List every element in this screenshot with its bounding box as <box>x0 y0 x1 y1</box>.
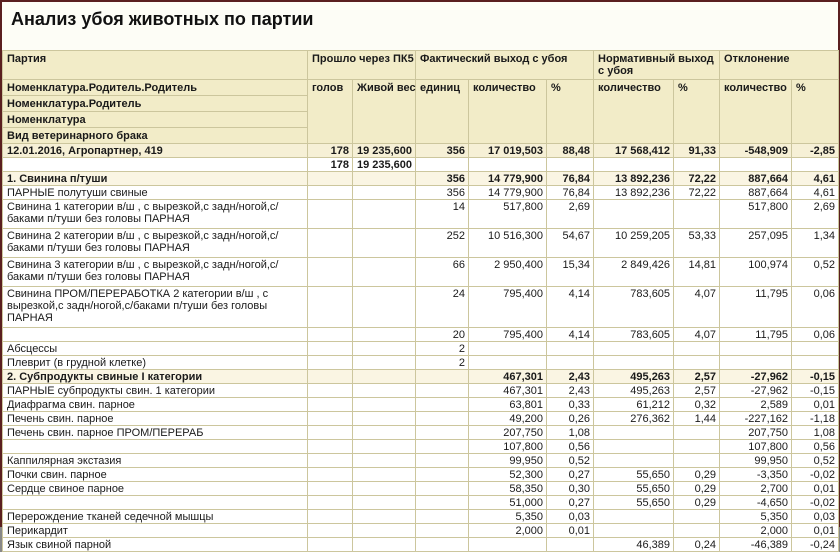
col-header-vet-brak: Вид ветеринарного брака <box>3 128 308 144</box>
cell-edinic[interactable] <box>416 398 469 412</box>
cell-zhivoy-ves[interactable] <box>353 172 416 186</box>
cell-fact-percent[interactable]: 4,14 <box>547 328 594 342</box>
cell-otkl-percent[interactable]: 0,52 <box>792 454 839 468</box>
cell-edinic[interactable] <box>416 158 469 172</box>
cell-otkl-percent[interactable]: 4,61 <box>792 172 839 186</box>
cell-otkl-percent[interactable]: 1,34 <box>792 229 839 258</box>
table-row <box>3 524 839 538</box>
cell-norm-percent[interactable]: 1,44 <box>674 412 720 426</box>
cell-otkl-percent[interactable]: 0,03 <box>792 510 839 524</box>
col-header-edinic: единиц <box>416 80 469 144</box>
cell-fact-kolichestvo[interactable]: 2,000 <box>469 524 547 538</box>
cell-otkl-percent[interactable]: -2,85 <box>792 144 839 158</box>
cell-norm-kolichestvo[interactable]: 61,212 <box>594 398 674 412</box>
table-row <box>3 482 839 496</box>
cell-edinic[interactable]: 24 <box>416 287 469 328</box>
cell-norm-kolichestvo[interactable]: 46,389 <box>594 538 674 552</box>
cell-norm-kolichestvo[interactable]: 10 259,205 <box>594 229 674 258</box>
cell-norm-percent[interactable]: 4,07 <box>674 328 720 342</box>
cell-norm-percent[interactable] <box>674 510 720 524</box>
cell-fact-kolichestvo[interactable]: 107,800 <box>469 440 547 454</box>
col-header-fact-percent: % <box>547 80 594 144</box>
cell-edinic[interactable] <box>416 510 469 524</box>
cell-edinic[interactable] <box>416 468 469 482</box>
table-row <box>3 186 839 200</box>
table-row <box>3 229 839 258</box>
cell-golov[interactable] <box>308 200 353 229</box>
cell-otkl-kolichestvo[interactable] <box>720 342 792 356</box>
row-label[interactable] <box>3 328 308 342</box>
cell-otkl-kolichestvo[interactable]: 100,974 <box>720 258 792 287</box>
cell-fact-percent[interactable] <box>547 538 594 552</box>
cell-zhivoy-ves[interactable] <box>353 524 416 538</box>
cell-fact-percent[interactable]: 0,01 <box>547 524 594 538</box>
table-row <box>3 440 839 454</box>
row-label[interactable]: Свинина 1 категории в/ш , с вырезкой,с задн/ногой,с/баками п/туши без головы ПАРНАЯ <box>3 200 308 229</box>
table-row <box>3 258 839 287</box>
cell-otkl-kolichestvo[interactable]: -548,909 <box>720 144 792 158</box>
cell-zhivoy-ves[interactable] <box>353 287 416 328</box>
col-header-norm-percent: % <box>674 80 720 144</box>
col-header-zhivoy-ves: Живой вес <box>353 80 416 144</box>
cell-fact-kolichestvo[interactable] <box>469 158 547 172</box>
cell-otkl-kolichestvo[interactable]: 257,095 <box>720 229 792 258</box>
cell-norm-kolichestvo[interactable]: 2 849,426 <box>594 258 674 287</box>
cell-norm-percent[interactable]: 72,22 <box>674 172 720 186</box>
cell-norm-percent[interactable]: 14,81 <box>674 258 720 287</box>
cell-zhivoy-ves[interactable] <box>353 538 416 552</box>
cell-fact-kolichestvo[interactable]: 17 019,503 <box>469 144 547 158</box>
row-label[interactable]: ПАРНЫЕ полутуши свиные <box>3 186 308 200</box>
report-title: Анализ убоя животных по партии <box>11 9 314 29</box>
row-label[interactable]: Печень свин. парное <box>3 412 308 426</box>
cell-golov[interactable] <box>308 426 353 440</box>
cell-fact-kolichestvo[interactable] <box>469 356 547 370</box>
cell-otkl-percent[interactable] <box>792 356 839 370</box>
cell-edinic[interactable]: 20 <box>416 328 469 342</box>
cell-norm-percent[interactable]: 0,32 <box>674 398 720 412</box>
cell-fact-kolichestvo[interactable]: 467,301 <box>469 370 547 384</box>
col-header-deviation: Отклонение <box>720 51 839 80</box>
cell-norm-percent[interactable]: 53,33 <box>674 229 720 258</box>
cell-zhivoy-ves[interactable] <box>353 384 416 398</box>
cell-norm-percent[interactable] <box>674 200 720 229</box>
col-header-partia: Партия <box>3 51 308 80</box>
cell-golov[interactable] <box>308 468 353 482</box>
cell-fact-percent[interactable]: 88,48 <box>547 144 594 158</box>
cell-edinic[interactable] <box>416 524 469 538</box>
table-row <box>3 468 839 482</box>
cell-otkl-kolichestvo[interactable] <box>720 158 792 172</box>
row-label[interactable]: Перерождение тканей седечной мышцы <box>3 510 308 524</box>
row-label[interactable]: 2. Субпродукты свиные I категории <box>3 370 308 384</box>
cell-otkl-kolichestvo[interactable]: 5,350 <box>720 510 792 524</box>
cell-otkl-kolichestvo[interactable]: -27,962 <box>720 370 792 384</box>
cell-zhivoy-ves[interactable]: 19 235,600 <box>353 144 416 158</box>
cell-otkl-kolichestvo[interactable] <box>720 356 792 370</box>
col-header-nomenclature-parent: Номенклатура.Родитель <box>3 96 308 112</box>
cell-zhivoy-ves[interactable] <box>353 398 416 412</box>
cell-edinic[interactable]: 2 <box>416 356 469 370</box>
cell-otkl-percent[interactable]: 1,08 <box>792 426 839 440</box>
cell-edinic[interactable]: 356 <box>416 172 469 186</box>
cell-norm-percent[interactable] <box>674 454 720 468</box>
cell-zhivoy-ves[interactable] <box>353 186 416 200</box>
table-row <box>3 454 839 468</box>
cell-fact-percent[interactable] <box>547 342 594 356</box>
cell-fact-kolichestvo[interactable]: 795,400 <box>469 328 547 342</box>
cell-norm-kolichestvo[interactable] <box>594 454 674 468</box>
cell-norm-kolichestvo[interactable]: 276,362 <box>594 412 674 426</box>
cell-zhivoy-ves[interactable] <box>353 258 416 287</box>
cell-fact-kolichestvo[interactable]: 5,350 <box>469 510 547 524</box>
cell-zhivoy-ves[interactable] <box>353 510 416 524</box>
report-table <box>2 50 839 552</box>
cell-fact-kolichestvo[interactable]: 2 950,400 <box>469 258 547 287</box>
cell-golov[interactable] <box>308 440 353 454</box>
cell-edinic[interactable]: 14 <box>416 200 469 229</box>
cell-fact-percent[interactable]: 1,08 <box>547 426 594 440</box>
cell-fact-kolichestvo[interactable]: 14 779,900 <box>469 172 547 186</box>
cell-otkl-kolichestvo[interactable]: -4,650 <box>720 496 792 510</box>
cell-otkl-percent[interactable]: 0,06 <box>792 287 839 328</box>
cell-norm-kolichestvo[interactable] <box>594 524 674 538</box>
cell-norm-kolichestvo[interactable] <box>594 426 674 440</box>
cell-otkl-kolichestvo[interactable]: 2,589 <box>720 398 792 412</box>
cell-otkl-kolichestvo[interactable]: 99,950 <box>720 454 792 468</box>
cell-fact-kolichestvo[interactable]: 51,000 <box>469 496 547 510</box>
cell-otkl-kolichestvo[interactable]: 887,664 <box>720 186 792 200</box>
cell-otkl-kolichestvo[interactable]: -3,350 <box>720 468 792 482</box>
table-row <box>3 384 839 398</box>
cell-edinic[interactable] <box>416 412 469 426</box>
table-row <box>3 144 839 158</box>
cell-fact-kolichestvo[interactable] <box>469 538 547 552</box>
cell-edinic[interactable] <box>416 384 469 398</box>
row-label[interactable]: ПАРНЫЕ субпродукты свин. 1 категории <box>3 384 308 398</box>
col-header-otkl-percent: % <box>792 80 839 144</box>
cell-norm-kolichestvo[interactable]: 13 892,236 <box>594 172 674 186</box>
row-label[interactable]: 1. Свинина п/туши <box>3 172 308 186</box>
cell-zhivoy-ves[interactable] <box>353 328 416 342</box>
cell-norm-percent[interactable]: 91,33 <box>674 144 720 158</box>
cell-golov[interactable] <box>308 398 353 412</box>
report-table-body <box>3 144 839 552</box>
table-row <box>3 412 839 426</box>
table-row <box>3 538 839 552</box>
cell-otkl-percent[interactable] <box>792 158 839 172</box>
cell-norm-percent[interactable]: 0,29 <box>674 482 720 496</box>
col-header-otkl-kolichestvo: количество <box>720 80 792 144</box>
cell-otkl-kolichestvo[interactable]: -27,962 <box>720 384 792 398</box>
cell-fact-percent[interactable]: 2,43 <box>547 384 594 398</box>
cell-norm-percent[interactable]: 72,22 <box>674 186 720 200</box>
cell-norm-percent[interactable]: 0,24 <box>674 538 720 552</box>
cell-otkl-kolichestvo[interactable]: 2,000 <box>720 524 792 538</box>
cell-fact-percent[interactable]: 0,27 <box>547 468 594 482</box>
cell-otkl-kolichestvo[interactable]: 107,800 <box>720 440 792 454</box>
cell-golov[interactable] <box>308 186 353 200</box>
cell-otkl-percent[interactable]: 0,56 <box>792 440 839 454</box>
cell-zhivoy-ves[interactable] <box>353 496 416 510</box>
cell-otkl-percent[interactable]: 0,06 <box>792 328 839 342</box>
cell-norm-kolichestvo[interactable] <box>594 356 674 370</box>
cell-fact-percent[interactable]: 2,43 <box>547 370 594 384</box>
col-header-norm: Нормативный выход с убоя <box>594 51 720 80</box>
cell-edinic[interactable] <box>416 538 469 552</box>
cell-golov[interactable] <box>308 454 353 468</box>
cell-norm-percent[interactable] <box>674 524 720 538</box>
table-row <box>3 172 839 186</box>
cell-otkl-percent[interactable]: -0,02 <box>792 468 839 482</box>
col-header-pk5: Прошло через ПК5 <box>308 51 416 80</box>
cell-golov[interactable]: 178 <box>308 144 353 158</box>
cell-norm-kolichestvo[interactable]: 495,263 <box>594 370 674 384</box>
cell-fact-percent[interactable]: 0,27 <box>547 496 594 510</box>
cell-fact-kolichestvo[interactable]: 99,950 <box>469 454 547 468</box>
table-row <box>3 398 839 412</box>
cell-edinic[interactable]: 252 <box>416 229 469 258</box>
cell-fact-kolichestvo[interactable]: 63,801 <box>469 398 547 412</box>
cell-fact-kolichestvo[interactable]: 14 779,900 <box>469 186 547 200</box>
cell-otkl-percent[interactable] <box>792 342 839 356</box>
cell-edinic[interactable]: 66 <box>416 258 469 287</box>
cell-norm-kolichestvo[interactable] <box>594 510 674 524</box>
cell-fact-kolichestvo[interactable]: 207,750 <box>469 426 547 440</box>
cell-fact-percent[interactable]: 0,26 <box>547 412 594 426</box>
cell-otkl-percent[interactable]: 0,52 <box>792 258 839 287</box>
cell-otkl-kolichestvo[interactable]: 2,700 <box>720 482 792 496</box>
cell-norm-percent[interactable]: 2,57 <box>674 370 720 384</box>
col-header-golov: голов <box>308 80 353 144</box>
col-header-nomenclature: Номенклатура <box>3 112 308 128</box>
cell-zhivoy-ves[interactable] <box>353 412 416 426</box>
col-header-fact-kolichestvo: количество <box>469 80 547 144</box>
cell-golov[interactable] <box>308 258 353 287</box>
cell-fact-percent[interactable]: 54,67 <box>547 229 594 258</box>
cell-golov[interactable] <box>308 229 353 258</box>
col-header-nomenclature-parent-parent: Номенклатура.Родитель.Родитель <box>3 80 308 96</box>
cell-golov[interactable] <box>308 356 353 370</box>
cell-golov[interactable] <box>308 342 353 356</box>
cell-fact-percent[interactable]: 0,33 <box>547 398 594 412</box>
table-row <box>3 287 839 328</box>
cell-norm-kolichestvo[interactable] <box>594 200 674 229</box>
cell-fact-kolichestvo[interactable]: 467,301 <box>469 384 547 398</box>
cell-fact-percent[interactable]: 4,14 <box>547 287 594 328</box>
row-label[interactable]: Плеврит (в грудной клетке) <box>3 356 308 370</box>
cell-norm-percent[interactable] <box>674 158 720 172</box>
cell-zhivoy-ves[interactable] <box>353 229 416 258</box>
cell-fact-percent[interactable]: 76,84 <box>547 186 594 200</box>
cell-golov[interactable] <box>308 412 353 426</box>
cell-edinic[interactable] <box>416 370 469 384</box>
cell-otkl-kolichestvo[interactable]: -227,162 <box>720 412 792 426</box>
cell-zhivoy-ves[interactable]: 19 235,600 <box>353 158 416 172</box>
row-label[interactable] <box>3 440 308 454</box>
row-label[interactable]: Язык свиной парной <box>3 538 308 552</box>
table-row <box>3 342 839 356</box>
cell-golov[interactable] <box>308 524 353 538</box>
cell-golov[interactable] <box>308 172 353 186</box>
report-table-header <box>3 51 839 144</box>
cell-fact-percent[interactable]: 0,52 <box>547 454 594 468</box>
cell-golov[interactable]: 178 <box>308 158 353 172</box>
cell-norm-percent[interactable]: 4,07 <box>674 287 720 328</box>
row-label[interactable]: Свинина 2 категории в/ш , с вырезкой,с задн/ногой,с/баками п/туши без головы ПАРНАЯ <box>3 229 308 258</box>
cell-golov[interactable] <box>308 370 353 384</box>
row-label[interactable]: Сердце свиное парное <box>3 482 308 496</box>
cell-zhivoy-ves[interactable] <box>353 454 416 468</box>
cell-norm-percent[interactable] <box>674 356 720 370</box>
cell-fact-kolichestvo[interactable]: 52,300 <box>469 468 547 482</box>
cell-norm-kolichestvo[interactable] <box>594 440 674 454</box>
cell-fact-percent[interactable]: 15,34 <box>547 258 594 287</box>
cell-otkl-percent[interactable]: 4,61 <box>792 186 839 200</box>
cell-zhivoy-ves[interactable] <box>353 468 416 482</box>
cell-zhivoy-ves[interactable] <box>353 370 416 384</box>
cell-otkl-percent[interactable]: 0,01 <box>792 398 839 412</box>
cell-fact-percent[interactable] <box>547 356 594 370</box>
cell-otkl-percent[interactable]: 0,01 <box>792 524 839 538</box>
cell-norm-percent[interactable]: 0,29 <box>674 468 720 482</box>
cell-golov[interactable] <box>308 328 353 342</box>
cell-otkl-percent[interactable]: -0,24 <box>792 538 839 552</box>
cell-golov[interactable] <box>308 496 353 510</box>
cell-otkl-percent[interactable]: -0,02 <box>792 496 839 510</box>
cell-fact-kolichestvo[interactable]: 58,350 <box>469 482 547 496</box>
cell-norm-kolichestvo[interactable]: 55,650 <box>594 496 674 510</box>
cell-zhivoy-ves[interactable] <box>353 342 416 356</box>
cell-norm-percent[interactable] <box>674 440 720 454</box>
cell-otkl-percent[interactable]: 0,01 <box>792 482 839 496</box>
cell-zhivoy-ves[interactable] <box>353 200 416 229</box>
cell-fact-kolichestvo[interactable]: 795,400 <box>469 287 547 328</box>
cell-otkl-kolichestvo[interactable]: 517,800 <box>720 200 792 229</box>
col-header-norm-kolichestvo: количество <box>594 80 674 144</box>
cell-norm-kolichestvo[interactable]: 17 568,412 <box>594 144 674 158</box>
cell-otkl-percent[interactable]: -0,15 <box>792 384 839 398</box>
cell-edinic[interactable] <box>416 426 469 440</box>
cell-golov[interactable] <box>308 538 353 552</box>
cell-otkl-percent[interactable]: 2,69 <box>792 200 839 229</box>
cell-norm-percent[interactable]: 0,29 <box>674 496 720 510</box>
row-label[interactable]: Свинина 3 категории в/ш , с вырезкой,с задн/ногой,с/баками п/туши без головы ПАРНАЯ <box>3 258 308 287</box>
row-label[interactable]: Каппилярная экстазия <box>3 454 308 468</box>
cell-norm-kolichestvo[interactable]: 783,605 <box>594 287 674 328</box>
cell-fact-kolichestvo[interactable]: 10 516,300 <box>469 229 547 258</box>
cell-norm-kolichestvo[interactable] <box>594 342 674 356</box>
cell-norm-percent[interactable] <box>674 342 720 356</box>
cell-otkl-kolichestvo[interactable]: -46,389 <box>720 538 792 552</box>
row-label[interactable]: Почки свин. парное <box>3 468 308 482</box>
cell-fact-percent[interactable]: 76,84 <box>547 172 594 186</box>
cell-zhivoy-ves[interactable] <box>353 426 416 440</box>
cell-otkl-percent[interactable]: -1,18 <box>792 412 839 426</box>
cell-otkl-percent[interactable]: -0,15 <box>792 370 839 384</box>
row-label[interactable]: Перикардит <box>3 524 308 538</box>
cell-golov[interactable] <box>308 384 353 398</box>
col-header-fact: Фактический выход с убоя <box>416 51 594 80</box>
cell-edinic[interactable]: 356 <box>416 144 469 158</box>
cell-otkl-kolichestvo[interactable]: 11,795 <box>720 287 792 328</box>
table-row <box>3 200 839 229</box>
cell-fact-percent[interactable]: 0,56 <box>547 440 594 454</box>
cell-norm-kolichestvo[interactable]: 13 892,236 <box>594 186 674 200</box>
cell-edinic[interactable] <box>416 454 469 468</box>
cell-fact-kolichestvo[interactable]: 49,200 <box>469 412 547 426</box>
cell-golov[interactable] <box>308 482 353 496</box>
row-label[interactable]: Диафрагма свин. парное <box>3 398 308 412</box>
cell-edinic[interactable] <box>416 496 469 510</box>
cell-norm-kolichestvo[interactable]: 783,605 <box>594 328 674 342</box>
cell-edinic[interactable] <box>416 440 469 454</box>
report-title-area <box>2 2 838 50</box>
cell-fact-percent[interactable]: 2,69 <box>547 200 594 229</box>
table-row <box>3 496 839 510</box>
table-row <box>3 370 839 384</box>
cell-edinic[interactable] <box>416 482 469 496</box>
cell-norm-kolichestvo[interactable]: 495,263 <box>594 384 674 398</box>
table-row <box>3 158 839 172</box>
cell-golov[interactable] <box>308 287 353 328</box>
cell-zhivoy-ves[interactable] <box>353 482 416 496</box>
cell-fact-kolichestvo[interactable] <box>469 342 547 356</box>
cell-otkl-kolichestvo[interactable]: 207,750 <box>720 426 792 440</box>
cell-otkl-kolichestvo[interactable]: 11,795 <box>720 328 792 342</box>
row-label[interactable] <box>3 158 308 172</box>
cell-fact-percent[interactable]: 0,03 <box>547 510 594 524</box>
cell-zhivoy-ves[interactable] <box>353 440 416 454</box>
cell-norm-kolichestvo[interactable]: 55,650 <box>594 482 674 496</box>
row-label[interactable] <box>3 496 308 510</box>
cell-norm-percent[interactable]: 2,57 <box>674 384 720 398</box>
row-label[interactable]: Печень свин. парное ПРОМ/ПЕРЕРАБ <box>3 426 308 440</box>
cell-edinic[interactable]: 356 <box>416 186 469 200</box>
cell-zhivoy-ves[interactable] <box>353 356 416 370</box>
table-row <box>3 356 839 370</box>
table-row <box>3 328 839 342</box>
cell-norm-kolichestvo[interactable] <box>594 158 674 172</box>
cell-fact-percent[interactable]: 0,30 <box>547 482 594 496</box>
cell-otkl-kolichestvo[interactable]: 887,664 <box>720 172 792 186</box>
row-label[interactable]: Свинина ПРОМ/ПЕРЕРАБОТКА 2 категории в/ш , с вырезкой,с задн/ногой,с/баками п/туши без головы ПАРНАЯ <box>3 287 308 328</box>
cell-fact-percent[interactable] <box>547 158 594 172</box>
table-row <box>3 426 839 440</box>
cell-edinic[interactable]: 2 <box>416 342 469 356</box>
cell-fact-kolichestvo[interactable]: 517,800 <box>469 200 547 229</box>
cell-norm-percent[interactable] <box>674 426 720 440</box>
table-row <box>3 510 839 524</box>
row-label[interactable]: Абсцессы <box>3 342 308 356</box>
cell-norm-kolichestvo[interactable]: 55,650 <box>594 468 674 482</box>
cell-golov[interactable] <box>308 510 353 524</box>
row-label[interactable]: 12.01.2016, Агропартнер, 419 <box>3 144 308 158</box>
